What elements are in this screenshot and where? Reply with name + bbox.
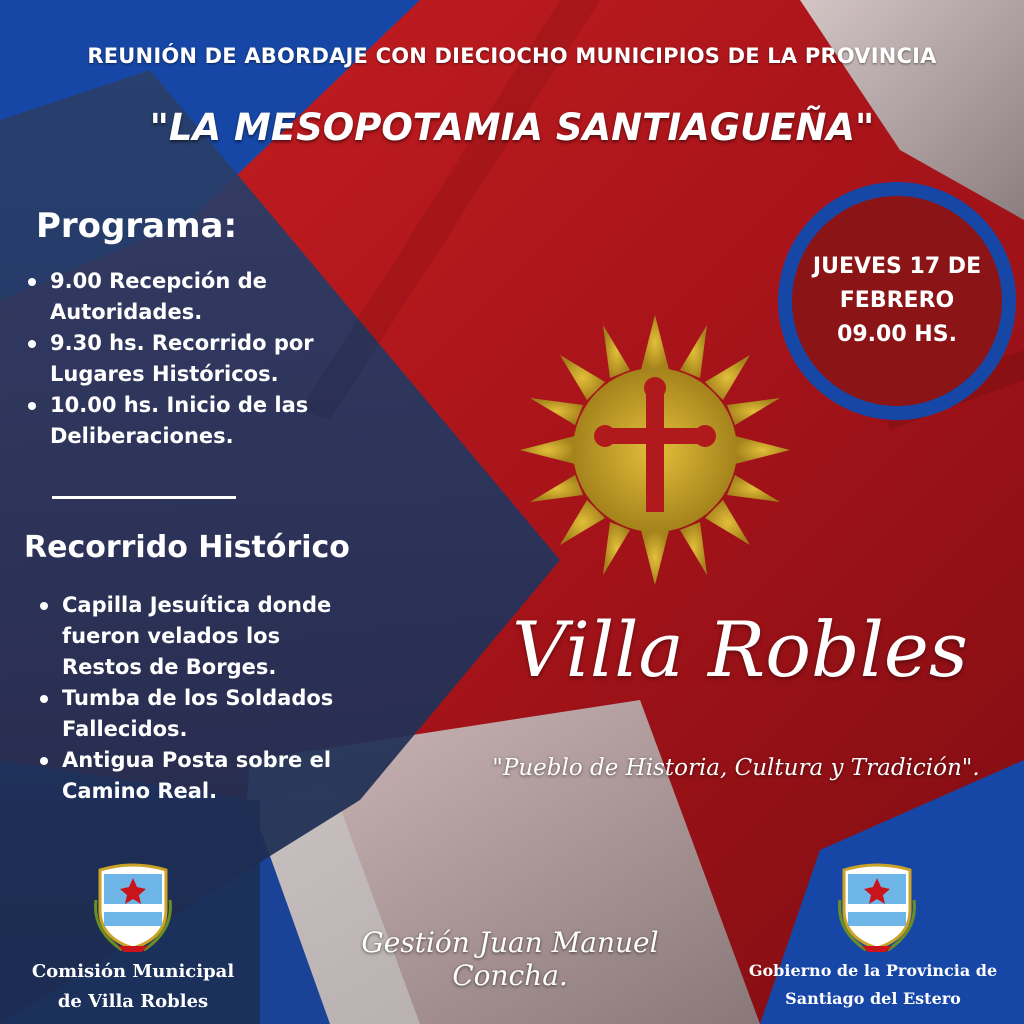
list-item: Antigua Posta sobre el Camino Real. xyxy=(36,745,366,807)
provincial-crest-icon xyxy=(92,860,174,954)
town-name: Villa Robles xyxy=(512,605,968,694)
provincial-crest-icon xyxy=(836,860,918,954)
date-line: FEBRERO xyxy=(839,288,955,313)
left-caption xyxy=(18,957,248,1017)
date-line: 09.00 HS. xyxy=(837,322,957,347)
section-divider xyxy=(52,496,236,499)
caption-line: Comisión Municipal xyxy=(31,961,235,982)
programa-list xyxy=(24,266,354,452)
list-item: 9.00 Recepción de Autoridades. xyxy=(24,266,354,328)
date-line: JUEVES 17 DE xyxy=(812,254,982,279)
recorrido-heading: Recorrido Histórico xyxy=(24,530,350,565)
header-subtitle: "LA MESOPOTAMIA SANTIAGUEÑA" xyxy=(149,106,875,149)
date-badge-inner xyxy=(792,196,1002,406)
list-item: 10.00 hs. Inicio de las Deliberaciones. xyxy=(24,390,354,452)
sun-cross-emblem xyxy=(520,315,790,585)
recorrido-list xyxy=(36,590,366,807)
caption-line: Gobierno de la Provincia de xyxy=(748,961,998,980)
caption-line: Santiago del Estero xyxy=(785,989,961,1008)
list-item: 9.30 hs. Recorrido por Lugares Históricos. xyxy=(24,328,354,390)
header-title: REUNIÓN DE ABORDAJE CON DIECIOCHO MUNICIPIOS DE LA PROVINCIA xyxy=(87,44,937,68)
programa-heading: Programa: xyxy=(36,206,238,246)
town-slogan: "Pueblo de Historia, Cultura y Tradición". xyxy=(492,755,980,781)
date-badge xyxy=(778,182,1016,420)
list-item: Capilla Jesuítica donde fueron velados los Restos de Borges. xyxy=(36,590,366,683)
date-text xyxy=(807,250,987,352)
caption-line: de Villa Robles xyxy=(57,991,209,1012)
right-caption xyxy=(748,957,998,1013)
gestion-signature: Gestión Juan Manuel Concha. xyxy=(361,926,659,992)
list-item: Tumba de los Soldados Fallecidos. xyxy=(36,683,366,745)
